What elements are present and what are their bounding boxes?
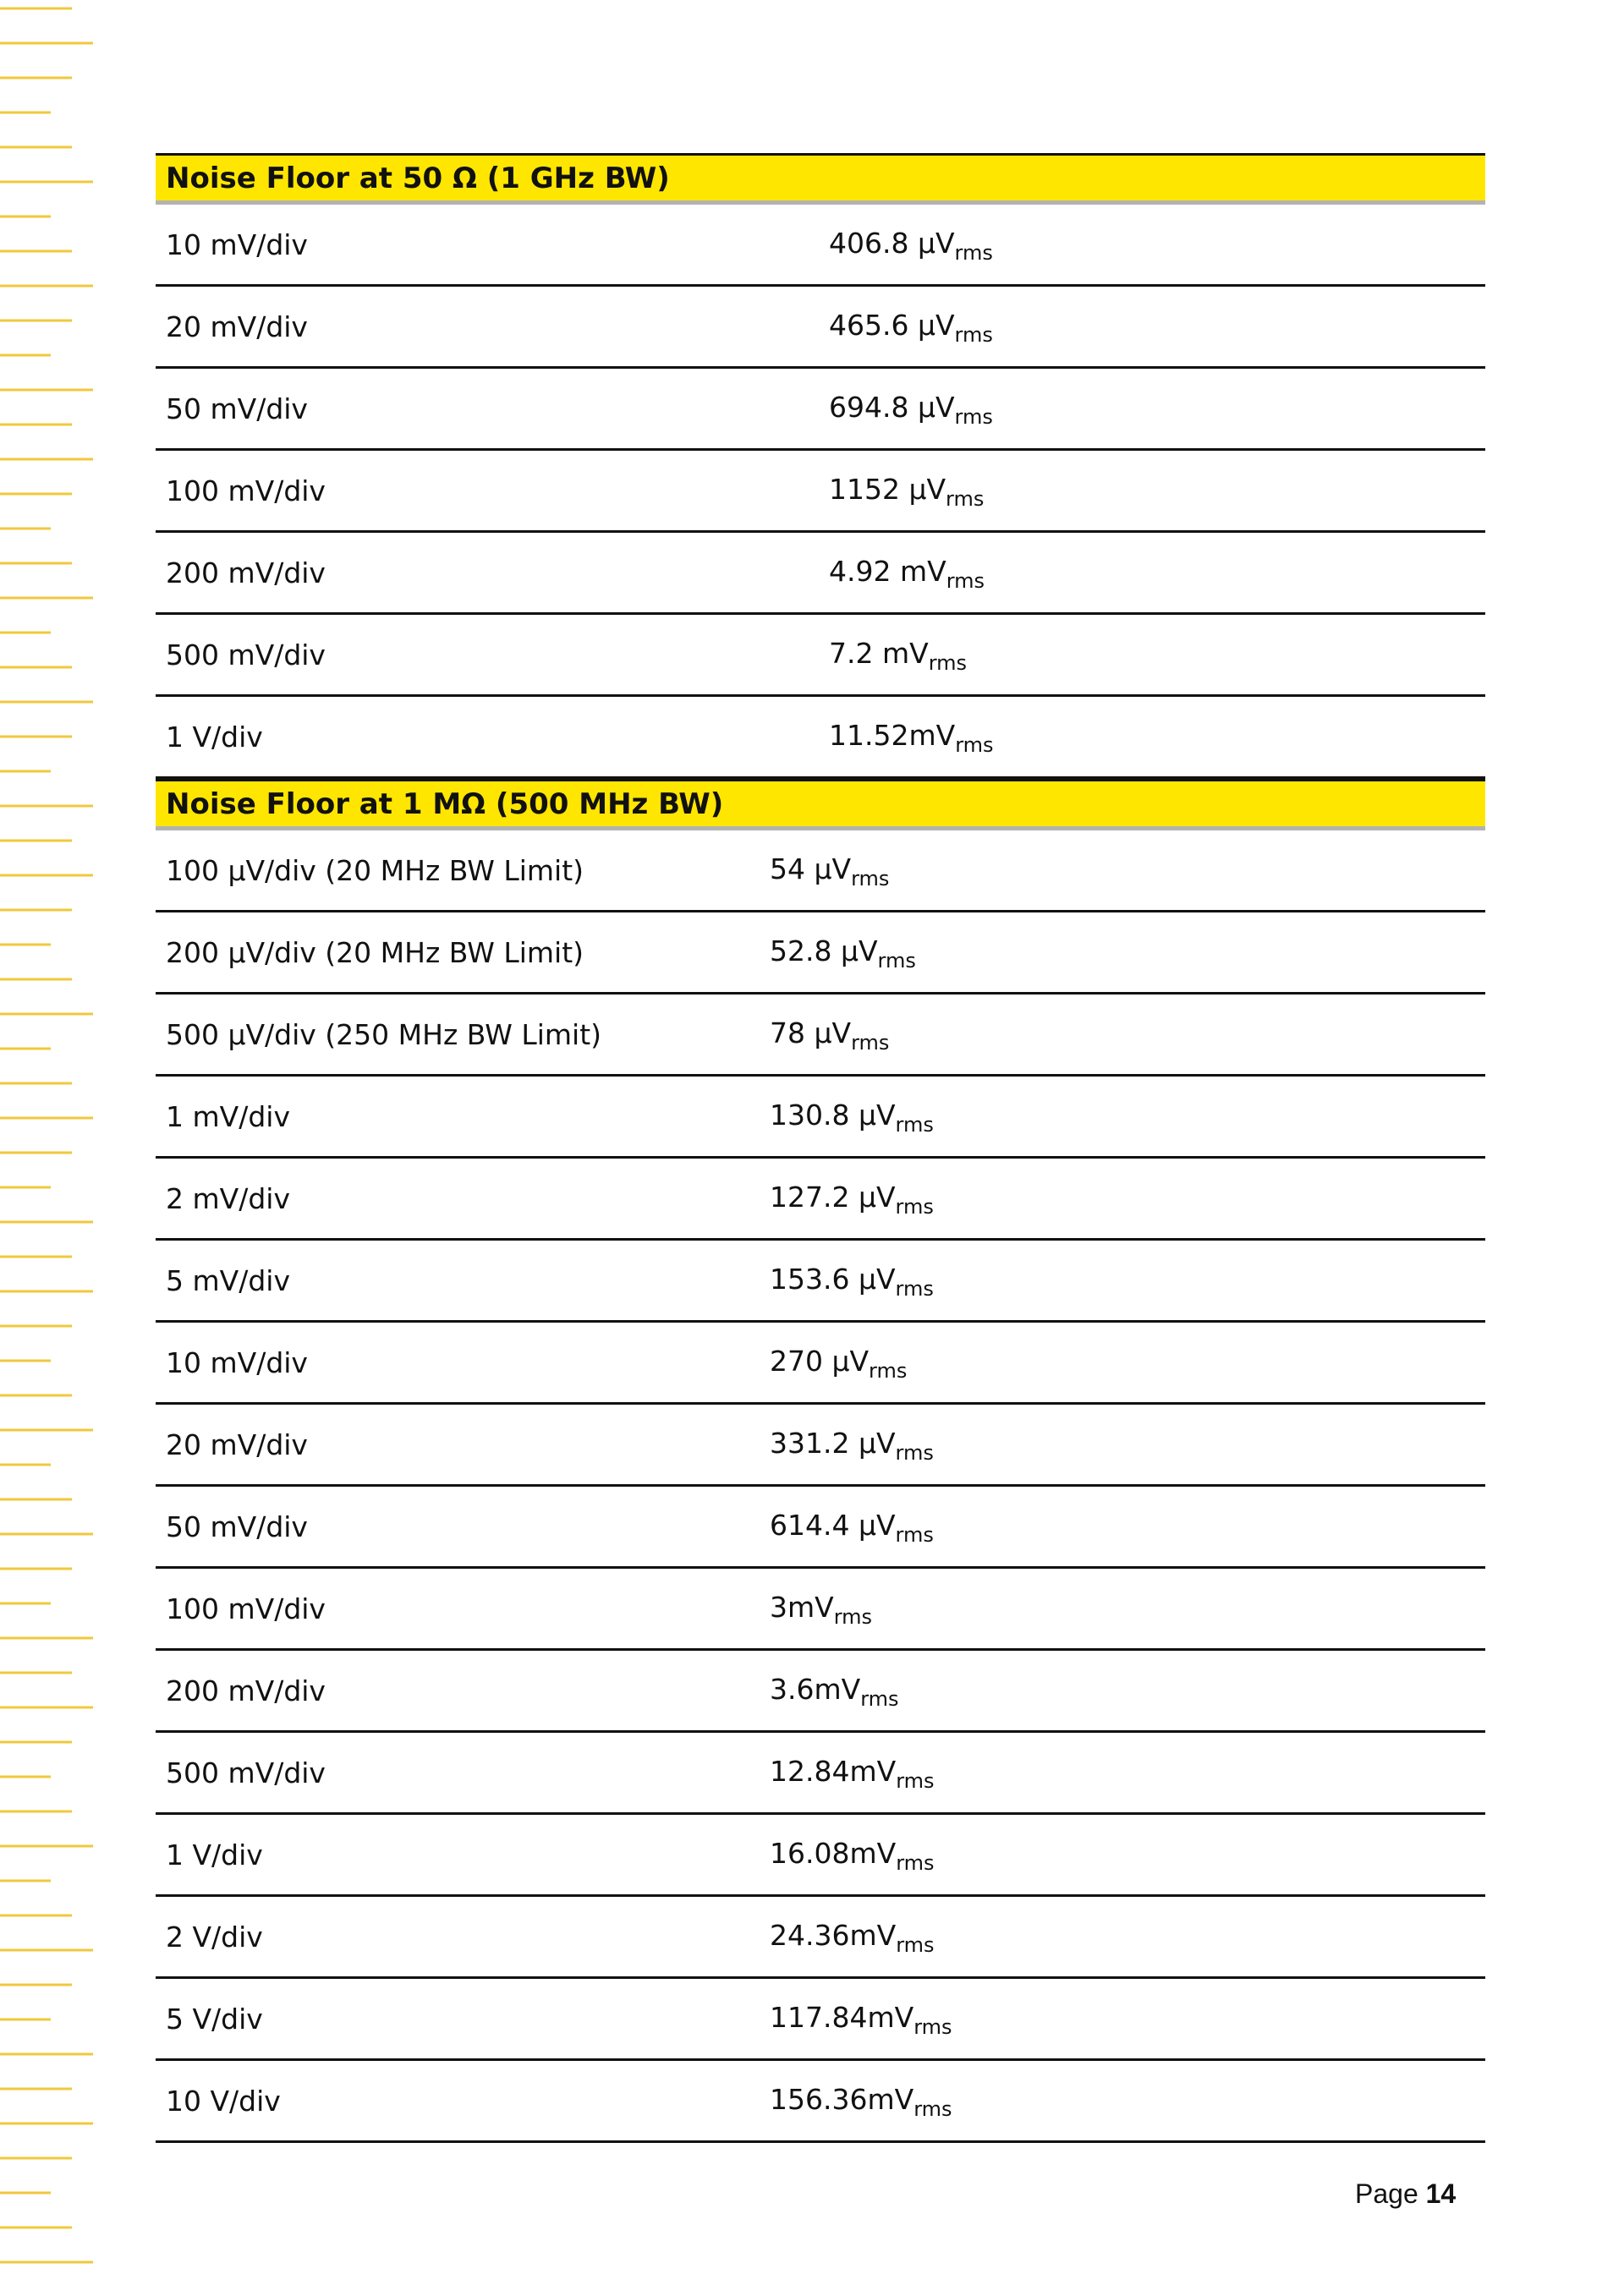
- table-row: [156, 1569, 1485, 1651]
- row-label: 20 mV/div: [166, 1428, 308, 1461]
- row-value: 694.8 $\mu V_{rms}$: [829, 391, 993, 429]
- row-value: $3.6mV_{rms}$: [770, 1673, 899, 1711]
- table-row: [156, 205, 1485, 287]
- row-label: 5 mV/div: [166, 1264, 290, 1297]
- table-row: [156, 912, 1485, 995]
- row-value: 78 $\mu V_{rms}$: [770, 1016, 890, 1055]
- section-header: Noise Floor at 50 Ω (1 GHz BW): [156, 153, 1485, 205]
- row-label: 500 mV/div: [166, 1756, 326, 1789]
- table-row: [156, 2061, 1485, 2143]
- page-label: Page: [1355, 2178, 1418, 2209]
- table-row: [156, 1405, 1485, 1487]
- table-row: [156, 1733, 1485, 1815]
- row-label: 100 μV/div (20 MHz BW Limit): [166, 854, 584, 887]
- row-value: 406.8 $\mu V_{rms}$: [829, 227, 993, 265]
- row-value: 52.8 $\mu V_{rms}$: [770, 934, 916, 973]
- row-value: 127.2 $\mu V_{rms}$: [770, 1181, 934, 1219]
- table-row: [156, 369, 1485, 451]
- row-label: 200 mV/div: [166, 556, 326, 589]
- table-row: [156, 615, 1485, 697]
- row-label: 1 V/div: [166, 1838, 263, 1871]
- row-value: $11.52mV_{rms}$: [829, 719, 994, 757]
- section-1-megaohm: [156, 779, 1485, 2143]
- table-row: [156, 1323, 1485, 1405]
- table-row: [156, 451, 1485, 533]
- row-value: $117.84mV_{rms}$: [770, 2001, 952, 2039]
- row-label: 200 μV/div (20 MHz BW Limit): [166, 936, 584, 969]
- table-row: [156, 1077, 1485, 1159]
- row-label: 500 mV/div: [166, 638, 326, 671]
- table-row: [156, 287, 1485, 369]
- table-row: [156, 1241, 1485, 1323]
- row-value: 465.6 $\mu V_{rms}$: [829, 309, 993, 347]
- section-header: Noise Floor at 1 MΩ (500 MHz BW): [156, 779, 1485, 830]
- row-label: 5 V/div: [166, 2003, 263, 2036]
- row-label: 2 V/div: [166, 1921, 263, 1954]
- row-label: 10 mV/div: [166, 1346, 308, 1379]
- table-row: [156, 533, 1485, 615]
- row-value: 1152 $\mu V_{rms}$: [829, 473, 985, 511]
- row-label: 1 V/div: [166, 721, 263, 753]
- table-row: [156, 1897, 1485, 1979]
- row-value: 270 $\mu V_{rms}$: [770, 1345, 908, 1383]
- row-value: $12.84mV_{rms}$: [770, 1755, 935, 1793]
- row-value: $16.08mV_{rms}$: [770, 1837, 935, 1875]
- section-50-ohm: [156, 153, 1485, 779]
- table-row: [156, 1815, 1485, 1897]
- margin-decoration-lines: [0, 0, 97, 2296]
- section-rows: [156, 830, 1485, 2143]
- row-value: $156.36mV_{rms}$: [770, 2083, 952, 2121]
- row-label: 100 mV/div: [166, 474, 326, 507]
- row-value: 54 $\mu V_{rms}$: [770, 852, 890, 890]
- row-label: 200 mV/div: [166, 1674, 326, 1707]
- row-label: 20 mV/div: [166, 310, 308, 343]
- row-label: 1 mV/div: [166, 1100, 290, 1133]
- row-value: 614.4 $\mu V_{rms}$: [770, 1509, 934, 1547]
- row-value: $3mV_{rms}$: [770, 1591, 873, 1629]
- table-row: [156, 1159, 1485, 1241]
- table-row: [156, 995, 1485, 1077]
- section-rows: [156, 205, 1485, 779]
- row-label: 10 V/div: [166, 2085, 281, 2118]
- table-row: [156, 1487, 1485, 1569]
- noise-floor-table: [156, 153, 1485, 2143]
- table-row: [156, 830, 1485, 912]
- row-label: 2 mV/div: [166, 1182, 290, 1215]
- page-number: [1355, 2178, 1456, 2210]
- table-row: [156, 697, 1485, 779]
- table-row: [156, 1651, 1485, 1733]
- row-label: 10 mV/div: [166, 228, 308, 261]
- table-row: [156, 1979, 1485, 2061]
- row-value: 7.2 $mV_{rms}$: [829, 637, 968, 675]
- row-label: 50 mV/div: [166, 1510, 308, 1543]
- row-label: 500 μV/div (250 MHz BW Limit): [166, 1018, 602, 1051]
- row-value: 331.2 $\mu V_{rms}$: [770, 1427, 934, 1465]
- row-label: 100 mV/div: [166, 1592, 326, 1625]
- row-label: 50 mV/div: [166, 392, 308, 425]
- row-value: 153.6 $\mu V_{rms}$: [770, 1263, 934, 1301]
- row-value: 130.8 $\mu V_{rms}$: [770, 1099, 934, 1137]
- page-number-value: 14: [1425, 2178, 1457, 2209]
- row-value: $24.36mV_{rms}$: [770, 1919, 935, 1957]
- row-value: 4.92 $mV_{rms}$: [829, 555, 985, 593]
